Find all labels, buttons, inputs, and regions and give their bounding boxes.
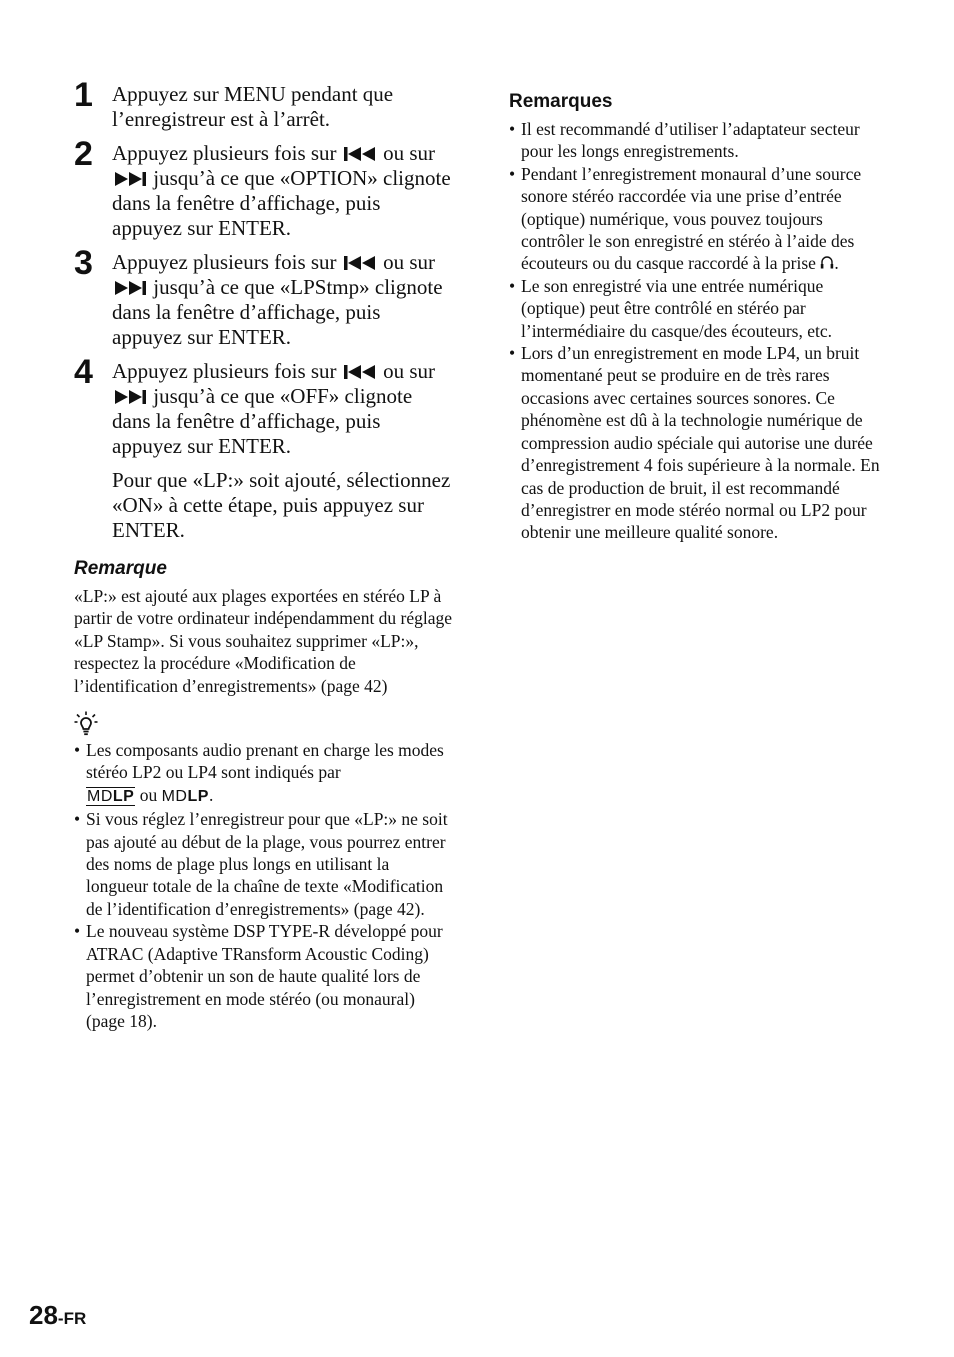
- tip-text: Les composants audio prenant en charge les modes stéréo LP2 ou LP4 sont indiqués par: [86, 740, 444, 783]
- remarques-list: [509, 118, 889, 544]
- step-4-extra: Pour que «LP:» soit ajouté, sélectionnez «ON» à cette étape, puis appuyez sur ENTER.: [112, 468, 451, 542]
- skip-previous-icon: [342, 255, 378, 271]
- logo-text-bold: LP: [112, 787, 135, 805]
- logo-text: MD: [161, 787, 188, 805]
- step-3: [74, 244, 454, 350]
- step-number: 1: [74, 76, 93, 114]
- mdlp-logo-boxed: [86, 787, 135, 806]
- logo-text: MD: [87, 787, 113, 805]
- step-text-part: jusqu’à ce que «OPTION» clignote dans la fenêtre d’affichage, puis appuyez sur ENTER.: [112, 166, 451, 240]
- step-text-part: Appuyez plusieurs fois sur: [112, 250, 337, 274]
- step-number: 2: [74, 135, 93, 173]
- logo-text-bold: LP: [187, 787, 209, 805]
- skip-previous-icon: [342, 364, 378, 380]
- list-item: • Lors d’un enregistrement en mode LP4, un bruit momentané peut se produire en de très rares occasions avec certaines sources sonores. Ce phénomène est dû à la technologie numérique de compression audio spéciale qui autorise une durée d’enregistrement 4 fois supérieure à la normale. En cas de production de bruit, il est recommandé d’enregistrer en mode stéréo normal ou LP2 pour obtenir une meilleure qualité sonore.: [509, 342, 889, 544]
- step-text: Appuyez sur MENU pendant que l’enregistreur est à l’arrêt.: [112, 82, 394, 131]
- remark-text: Pendant l’enregistrement monaural d’une source sonore stéréo raccordée via une prise d’entrée (optique) numérique, vous pouvez toujours contrôler le son enregistré en stéréo à l’aide des écouteurs ou du casque raccordé à la prise: [521, 163, 862, 274]
- step-text-part: ou sur: [383, 141, 435, 165]
- remarque-heading: Remarque: [74, 558, 167, 579]
- skip-next-icon: [112, 280, 148, 296]
- step-text: [112, 359, 454, 459]
- step-number: 3: [74, 244, 93, 282]
- tips-list: [74, 739, 454, 1032]
- remarque-body: «LP:» est ajouté aux plages exportées en stéréo LP à partir de votre ordinateur indépendamment du réglage «LP Stamp». Si vous souhaitez supprimer «LP:», respectez la procédure «Modification de l’identification d’enregistrements» (page 42): [74, 586, 453, 696]
- remark-text: .: [834, 253, 839, 274]
- list-item: • Le son enregistré via une entrée numérique (optique) peut être contrôlé en stéréo par l’intermédiaire du casque/des écouteurs, etc.: [509, 275, 889, 342]
- mdlp-logo: [162, 788, 209, 805]
- lightbulb-tip-icon: [74, 711, 98, 737]
- page-number-suffix: -FR: [57, 1309, 87, 1328]
- tip-text: .: [208, 784, 214, 805]
- list-item: • Le nouveau système DSP TYPE-R développé pour ATRAC (Adaptive TRansform Acoustic Coding) permet d’obtenir un son de haute qualité lors de l’enregistrement en mode stéréo (ou monaural) (page 18).: [74, 920, 454, 1032]
- step-text-part: jusqu’à ce que «OFF» clignote dans la fenêtre d’affichage, puis appuyez sur ENTER.: [112, 384, 413, 458]
- list-item: • Si vous réglez l’enregistreur pour que «LP:» ne soit pas ajouté au début de la plage, vous pourrez entrer des noms de plage plus longs en utilisant la longueur totale de la chaîne de texte «Modification de l’identification d’enregistrements» (page 42).: [74, 808, 454, 920]
- list-item: [74, 739, 454, 808]
- list-item: [509, 163, 889, 275]
- step-1: [74, 76, 454, 132]
- skip-next-icon: [112, 171, 148, 187]
- step-text-part: Appuyez plusieurs fois sur: [112, 141, 337, 165]
- step-text: [112, 141, 454, 241]
- page-number: [29, 1300, 86, 1331]
- step-text-part: ou sur: [383, 359, 435, 383]
- tip-text: ou: [139, 784, 158, 805]
- step-4: [74, 353, 454, 459]
- right-column: [509, 90, 889, 544]
- skip-next-icon: [112, 389, 148, 405]
- headphones-icon: [820, 253, 834, 268]
- step-number: 4: [74, 353, 93, 391]
- remarques-heading: Remarques: [509, 91, 613, 112]
- skip-previous-icon: [342, 146, 378, 162]
- step-text: [112, 250, 454, 350]
- list-item: • Il est recommandé d’utiliser l’adaptateur secteur pour les longs enregistrements.: [509, 118, 889, 163]
- page-number-value: 28: [29, 1300, 58, 1330]
- step-text-part: ou sur: [383, 250, 435, 274]
- step-text-part: jusqu’à ce que «LPStmp» clignote dans la fenêtre d’affichage, puis appuyez sur ENTER.: [112, 275, 443, 349]
- left-column: [74, 76, 454, 1032]
- step-2: [74, 135, 454, 241]
- step-text-part: Appuyez plusieurs fois sur: [112, 359, 337, 383]
